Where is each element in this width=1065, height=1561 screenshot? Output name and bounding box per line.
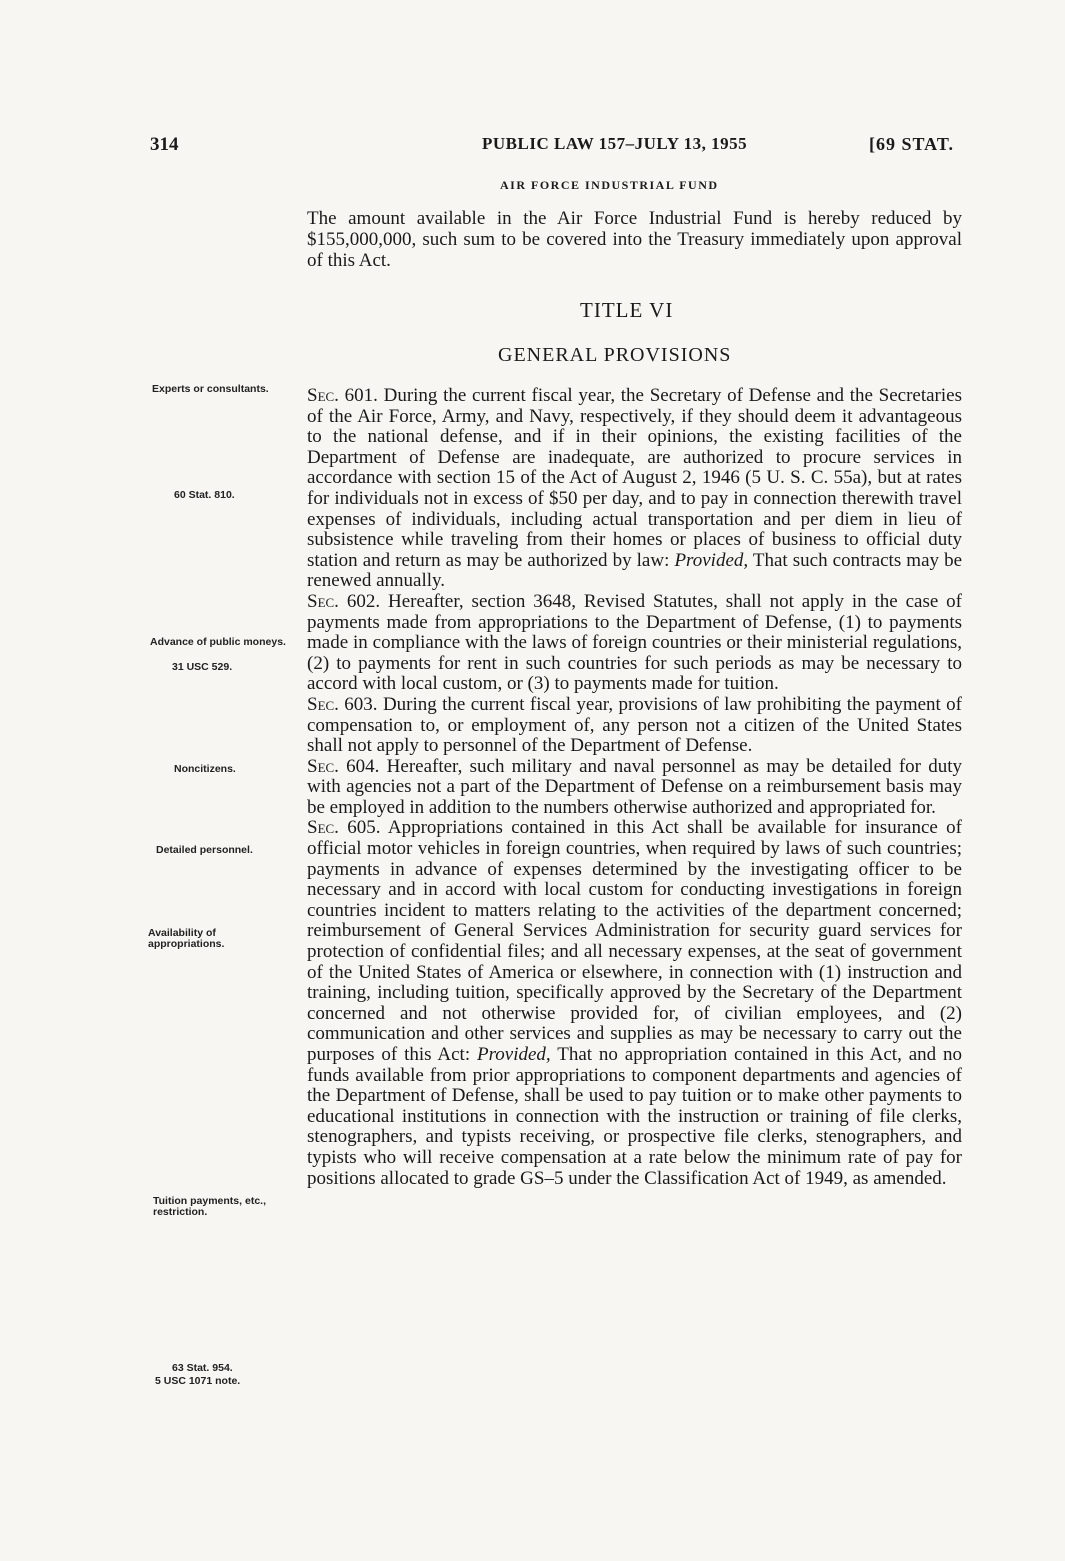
- margin-note-60-stat: 60 Stat. 810.: [174, 489, 235, 501]
- proviso: Provided,: [674, 549, 749, 571]
- margin-note-tuition: Tuition payments, etc., restriction.: [153, 1195, 266, 1218]
- proviso: Provided,: [476, 1044, 551, 1065]
- margin-note-advance: Advance of public moneys.: [150, 636, 286, 648]
- margin-note-31-usc: 31 USC 529.: [172, 661, 233, 673]
- margin-note-5-usc: 5 USC 1071 note.: [155, 1375, 241, 1387]
- section-text-after: That no appropriation contained in this Act, and no funds available from prior appropriations to component departments and agencies of the Department of Defense, shall be used to pay tuition or to make other payments to educational institutions in connection with the instruction or training of file clerks, stenographers, and typists receiving, or prospective file clerks, stenographers, and typists who will receive compensation at a rate below the minimum rate of pay for positions allocated to grade GS–5 under the Classification Act of 1949, as amended.: [307, 1044, 962, 1189]
- fund-heading: AIR FORCE INDUSTRIAL FUND: [500, 178, 719, 192]
- section-602: [307, 592, 962, 695]
- section-text: Hereafter, such military and naval personnel as may be detailed for duty with agencies not a part of the Department of Defense on a reimbursement basis may be employed in addition to the numbers otherwise authorized and appropriated for.: [307, 755, 962, 818]
- fund-paragraph: The amount available in the Air Force Industrial Fund is hereby reduced by $155,000,000, such sum to be covered into the Treasury immediately upon approval of this Act.: [307, 208, 962, 271]
- section-text: During the current fiscal year, the Secretary of Defense and the Secretaries of the Air Force, Army, and Navy, respectively, if they should deem it advantageous to the national defense, and if in their opinions, the existing facilities of the Department of Defense are inadequate, are authorized to procure services in accordance with section 15 of the Act of August 2, 1946 (5 U. S. C. 55a), but at rates for individuals not in excess of $50 per day, and to pay in connection therewith travel expenses of individuals, including actual transportation and per diem in lieu of subsistence while traveling from their homes or places of business to official duty station and return as may be authorized by law:: [307, 385, 962, 571]
- title-heading: TITLE VI: [580, 298, 674, 322]
- margin-note-63-stat: 63 Stat. 954.: [172, 1362, 233, 1374]
- section-604: [307, 757, 962, 819]
- section-603: [307, 695, 962, 757]
- section-601: [307, 386, 962, 592]
- section-label: Sec. 603.: [307, 693, 378, 715]
- margin-note-availability: Availability of appropriations.: [148, 927, 225, 950]
- margin-note-noncitizens: Noncitizens.: [174, 763, 236, 775]
- section-label: Sec. 605.: [307, 817, 381, 839]
- page-number: 314: [150, 134, 179, 155]
- stat-reference: [69 STAT.: [869, 134, 955, 154]
- section-text: During the current fiscal year, provisions of law prohibiting the payment of compensation to, or employment of, any person not a citizen of the United States shall not apply to personnel of the Department of Defense.: [307, 693, 963, 757]
- section-text: Appropriations contained in this Act shall be available for insurance of official motor vehicles in foreign countries, when required by laws of such countries; payments in advance of expenses determined by the investigating officer to be necessary and in accord with local custom for conducting investigations in foreign countries incident to matters relating to the activities of the department concerned; reimbursement of General Services Administration for security guard services for protection of confidential files; and all necessary expenses, at the seat of government of the United States of America or elsewhere, in connection with (1) instruction and training, including tuition, specifically approved by the Secretary of the Department concerned and not otherwise provided for, of civilian employees, and (2) communication and other services and supplies as may be necessary to carry out the purposes of this Act:: [307, 817, 962, 1065]
- margin-note-experts: Experts or consultants.: [152, 383, 269, 395]
- section-label: Sec. 602.: [307, 590, 381, 612]
- section-text-after: That such contracts may be renewed annually.: [307, 549, 963, 592]
- section-605: [307, 818, 962, 1189]
- section-label: Sec. 601.: [307, 385, 378, 406]
- margin-note-detailed: Detailed personnel.: [156, 844, 253, 856]
- sections-body: [307, 386, 962, 1189]
- running-head: PUBLIC LAW 157–JULY 13, 1955: [482, 134, 748, 153]
- section-label: Sec. 604.: [307, 755, 380, 777]
- general-provisions-heading: GENERAL PROVISIONS: [498, 344, 732, 366]
- section-text: Hereafter, section 3648, Revised Statutes, shall not apply in the case of payments made from appropriations to the Department of Defense, (1) to payments made in compliance with the laws of foreign countries or their ministerial regulations, (2) to payments for rent in such countries for such periods as may be necessary to accord with local custom, or (3) to payments made for tuition.: [307, 590, 962, 695]
